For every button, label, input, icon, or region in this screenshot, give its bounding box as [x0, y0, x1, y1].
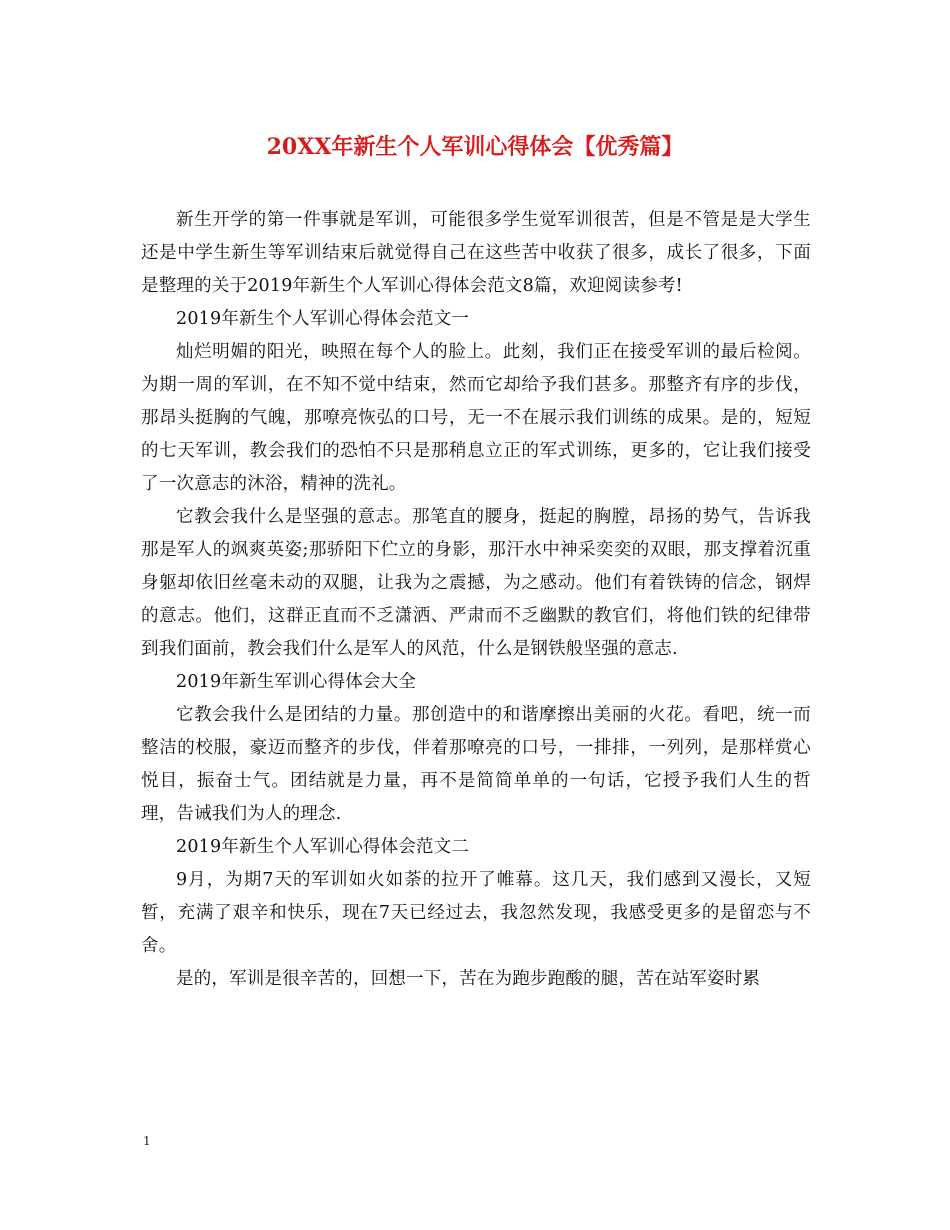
document-title: 20XX年新生个人军训心得体会【优秀篇】	[266, 134, 684, 160]
body-paragraph-4: 9月，为期7天的军训如火如荼的拉开了帷幕。这几天，我们感到又漫长，又短暂，充满了艰辛和快乐，现在7天已经过去，我忽然发现，我感受更多的是留恋与不舍。	[141, 870, 811, 956]
section-heading-1: 2019年新生个人军训心得体会范文一	[176, 309, 470, 329]
intro-paragraph: 新生开学的第一件事就是军训，可能很多学生觉军训很苦，但是不管是是大学生还是中学生新生等军训结束后就觉得自己在这些苦中收获了很多，成长了很多，下面是整理的关于2019年新生个人军训心得体会范文8篇，欢迎阅读参考!	[141, 210, 811, 296]
section-heading-2: 2019年新生军训心得体会大全	[176, 672, 417, 692]
section-heading-3: 2019年新生个人军训心得体会范文二	[176, 837, 470, 857]
page-number: 1	[143, 1134, 151, 1148]
document-body	[141, 204, 811, 996]
body-paragraph-5: 是的，军训是很辛苦的，回想一下，苦在为跑步跑酸的腿，苦在站军姿时累	[176, 969, 761, 989]
body-paragraph-1: 灿烂明媚的阳光，映照在每个人的脸上。此刻，我们正在接受军训的最后检阅。为期一周的军训，在不知不觉中结束，然而它却给予我们甚多。那整齐有序的步伐，那昂头挺胸的气魄，那嘹亮恢弘的口号，无一不在展示我们训练的成果。是的，短短的七天军训，教会我们的恐怕不只是那稍息立正的军式训练，更多的，它让我们接受了一次意志的沐浴，精神的洗礼。	[141, 342, 811, 494]
body-paragraph-3: 它教会我什么是团结的力量。那创造中的和谐摩擦出美丽的火花。看吧，统一而整洁的校服，豪迈而整齐的步伐，伴着那嘹亮的口号，一排排，一列列，是那样赏心悦目，振奋士气。团结就是力量，再不是简简单单的一句话，它授予我们人生的哲理，告诫我们为人的理念.	[141, 705, 811, 824]
body-paragraph-2: 它教会我什么是坚强的意志。那笔直的腰身，挺起的胸膛，昂扬的势气，告诉我那是军人的飒爽英姿;那骄阳下伫立的身影，那汗水中神采奕奕的双眼，那支撑着沉重身躯却依旧丝毫未动的双腿，让我为之震撼，为之感动。他们有着铁铸的信念，钢焊的意志。他们，这群正直而不乏潇洒、严肃而不乏幽默的教官们，将他们铁的纪律带到我们面前，教会我们什么是军人的风范，什么是钢铁般坚强的意志.	[141, 507, 811, 659]
